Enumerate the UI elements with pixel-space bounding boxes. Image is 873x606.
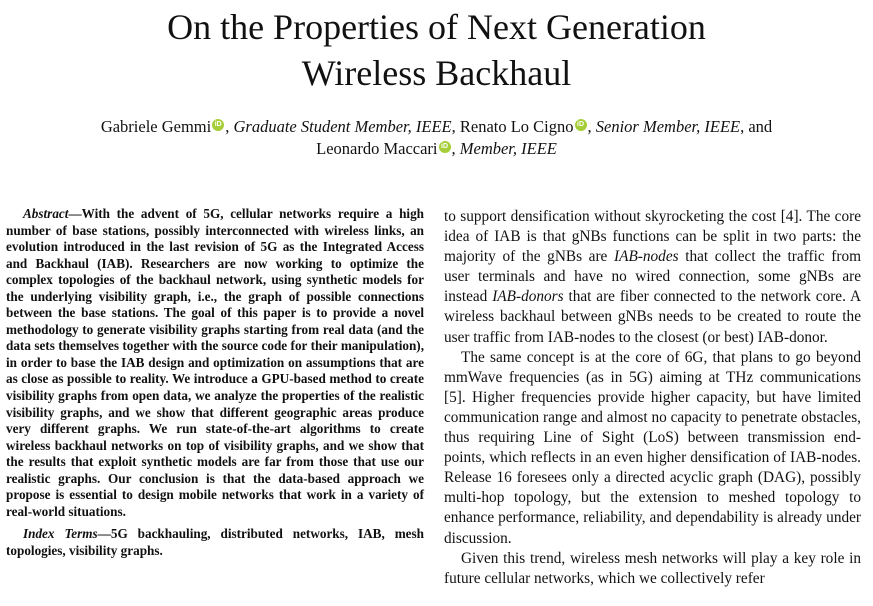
author-3-role: Member, IEEE [459, 139, 557, 158]
body-text: to support densification without skyrocketing the cost [4]. The core idea of IAB is that gNBs functions can be split in two parts: the majority of the gNBs are [444, 208, 861, 266]
paper-title [0, 4, 873, 96]
author-list [0, 116, 873, 160]
left-column [6, 206, 424, 559]
index-terms-label: Index Terms [23, 526, 98, 542]
index-terms-text: —5G backhauling, distributed networks, IAB, mesh topologies, visibility graphs. [6, 526, 424, 558]
author-line-1: Gabriele Gemmi iD , Graduate Student Member, IEEE, Renato Lo Cigno iD , Senior Member, IEEE, and [100, 117, 773, 136]
term-iab-donors: IAB-donors [492, 288, 564, 306]
body-text: that collect the traffic from user terminals and have no wired connection, some gNBs are instead [444, 248, 861, 306]
body-paragraph-2: The same concept is at the core of 6G, that plans to go beyond mmWave frequencies (as in 5G) aiming at THz communications [5]. Higher frequencies provide higher capacity, but have limited communication range and almost no capacity to penetrate obstacles, thus requiring Line of Sight (LoS) between transmission end-points, which reflects in an even higher densification of IAB-nodes. Release 16 foresees only a directed acyclic graph (DAG), possibly multi-hop topology, but the extension to meshed topology to enhance performance, reliability, and dependability is already under discussion. [444, 348, 861, 547]
body-paragraph-3: Given this trend, wireless mesh networks will play a key role in future cellular networks, which we collectively refer [444, 549, 861, 587]
body-text: that are fiber connected to the network core. A wireless backhaul between gNBs needs to be created to route the user traffic from IAB-nodes to the closest (or best) IAB-donor. [444, 288, 861, 346]
orcid-icon[interactable]: iD [439, 141, 451, 153]
author-conjunction: and [748, 117, 773, 136]
title-line-2: Wireless Backhaul [301, 53, 572, 93]
abstract [6, 206, 424, 520]
body-paragraph-1 [444, 207, 861, 348]
abstract-text: —With the advent of 5G, cellular networks require a high number of base stations, possibly interconnected with wireless links, an evolution introduced in the last revision of 5G as the Integrated Access and Backhaul (IAB). Researchers are now working to optimize the complex topologies of the backhaul network, using synthetic models for the underlying visibility graph, i.e., the graph of possible connections between the base stations. The goal of this paper is to provide a novel methodology to generate visibility graphs starting from real data (and the data sets themselves together with the source code for their manipulation), in order to base the IAB design and optimization on assumptions that are as close as possible to reality. We introduce a GPU-based method to create visibility graphs from open data, we analyze the properties of the realistic visibility graphs, and we show that different geographic areas produce very different graphs. We run state-of-the-art algorithms to create wireless backhaul networks on top of visibility graphs, and we show that the results that exploit synthetic models are far from those that use our realistic graphs. Our conclusion is that the data-based approach we propose is essential to design mobile networks that work in a variety of real-world situations. [6, 206, 424, 519]
author-2-name: Renato Lo Cigno [459, 117, 574, 136]
orcid-icon[interactable]: iD [212, 119, 224, 131]
right-column [444, 207, 861, 589]
author-1-role: Graduate Student Member, IEEE [233, 117, 452, 136]
author-2-role: Senior Member, IEEE [595, 117, 741, 136]
author-3-name: Leonardo Maccari [316, 139, 438, 158]
author-1-name: Gabriele Gemmi [100, 117, 212, 136]
abstract-label: Abstract [23, 206, 69, 221]
author-line-2: Leonardo Maccari iD , Member, IEEE [316, 139, 557, 158]
term-iab-nodes: IAB-nodes [614, 248, 679, 266]
orcid-icon[interactable]: iD [575, 119, 587, 131]
index-terms [6, 526, 424, 559]
title-line-1: On the Properties of Next Generation [167, 7, 706, 47]
